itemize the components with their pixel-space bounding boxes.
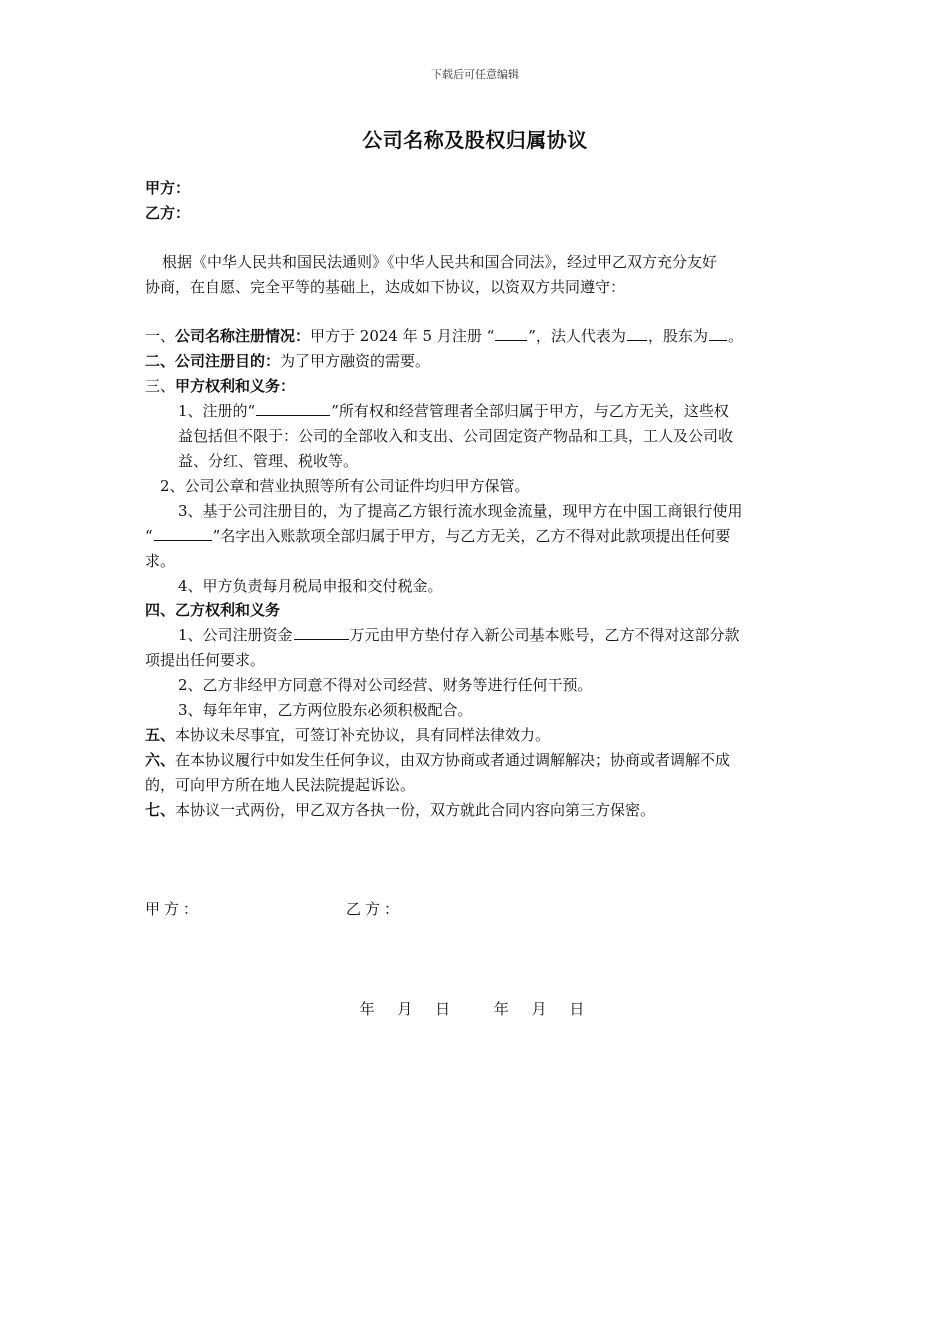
section-1 xyxy=(145,324,810,349)
section-3-heading: 甲方权利和义务： xyxy=(175,377,296,395)
section-4-heading: 四、乙方权利和义务 xyxy=(145,601,281,619)
s3-item-4: 4、甲方负责每月税局申报和交付税金。 xyxy=(178,577,443,595)
section-7-text: 本协议一式两份，甲乙双方各执一份，双方就此合同内容向第三方保密。 xyxy=(175,801,656,819)
section-3 xyxy=(145,374,810,599)
section-6-number: 六、 xyxy=(145,751,176,769)
section-2 xyxy=(145,349,810,374)
signature-party-b: 乙方： xyxy=(346,900,404,918)
s3-item-2: 2、公司公章和营业执照等所有公司证件均归甲方保管。 xyxy=(160,477,530,495)
s3-item-3-b: “ xyxy=(145,527,153,545)
blank-shareholder xyxy=(709,324,727,341)
s3-item-1-c: 益包括但不限于：公司的全部收入和支出、公司固定资产物品和工具，工人及公司收 xyxy=(178,427,734,445)
section-7-number: 七、 xyxy=(145,801,176,819)
signature-party-a: 甲方： xyxy=(145,900,203,918)
s3-item-1-b: ”所有权和经营管理者全部归属于甲方，与乙方无关，这些权 xyxy=(331,402,729,420)
section-2-text: 为了甲方融资的需要。 xyxy=(280,352,431,370)
header-note: 下载后可任意编辑 xyxy=(431,68,519,81)
date-line: 年 月 日 年 月 日 xyxy=(359,1000,591,1018)
s4-item-3: 3、每年年审，乙方两位股东必须积极配合。 xyxy=(178,701,473,719)
section-7 xyxy=(145,798,810,823)
s4-item-1-a: 1、公司注册资金 xyxy=(178,626,293,644)
section-1-number: 一、 xyxy=(145,327,176,345)
blank-company-name-2 xyxy=(256,399,330,416)
blank-company-name xyxy=(495,324,527,341)
section-1-text-b: ”，法人代表为 xyxy=(528,327,626,345)
s4-item-1-b: 万元由甲方垫付存入新公司基本账号，乙方不得对这部分款 xyxy=(349,626,740,644)
s3-item-1-d: 益、分红、管理、税收等。 xyxy=(178,452,359,470)
blank-legal-rep xyxy=(627,324,647,341)
blank-capital xyxy=(294,623,349,640)
document-title: 公司名称及股权归属协议 xyxy=(362,128,588,152)
section-4 xyxy=(145,598,810,723)
section-1-text-d: 。 xyxy=(727,327,743,345)
section-3-number: 三、 xyxy=(145,377,176,395)
party-b-label: 乙方： xyxy=(145,204,191,222)
section-5-number: 五、 xyxy=(145,726,176,744)
section-1-text-a: 甲方于 2024 年 5 月注册 “ xyxy=(310,327,495,345)
section-5 xyxy=(145,723,810,748)
section-2-heading: 二、公司注册目的： xyxy=(145,352,281,370)
section-1-text-c: ，股东为 xyxy=(647,327,708,345)
s3-item-1-a: 1、注册的“ xyxy=(178,402,256,420)
section-1-heading: 公司名称注册情况： xyxy=(175,327,311,345)
s4-item-1-c: 项提出任何要求。 xyxy=(145,651,266,669)
s3-item-3-c: ”名字出入账款项全部归属于甲方，与乙方无关，乙方不得对此款项提出任何要 xyxy=(212,527,731,545)
intro-line-2: 协商，在自愿、完全平等的基础上，达成如下协议，以资双方共同遵守： xyxy=(145,278,626,296)
section-6-text-1: 在本协议履行中如发生任何争议，由双方协商或者通过调解解决；协商或者调解不成 xyxy=(175,751,731,769)
party-a-label: 甲方： xyxy=(145,179,191,197)
s4-item-2: 2、乙方非经甲方同意不得对公司经营、财务等进行任何干预。 xyxy=(178,676,593,694)
s3-item-3-d: 求。 xyxy=(145,552,176,570)
section-6-text-2: 的，可向甲方所在地人民法院提起诉讼。 xyxy=(145,776,416,794)
intro-line-1: 根据《中华人民共和国民法通则》《中华人民共和国合同法》，经过甲乙双方充分友好 xyxy=(162,253,718,271)
section-6 xyxy=(145,748,810,798)
s3-item-3-a: 3、基于公司注册目的，为了提高乙方银行流水现金流量，现甲方在中国工商银行使用 xyxy=(178,502,743,520)
section-5-text: 本协议未尽事宜，可签订补充协议，具有同样法律效力。 xyxy=(175,726,551,744)
intro-paragraph xyxy=(145,250,810,300)
blank-account-name xyxy=(154,524,212,541)
